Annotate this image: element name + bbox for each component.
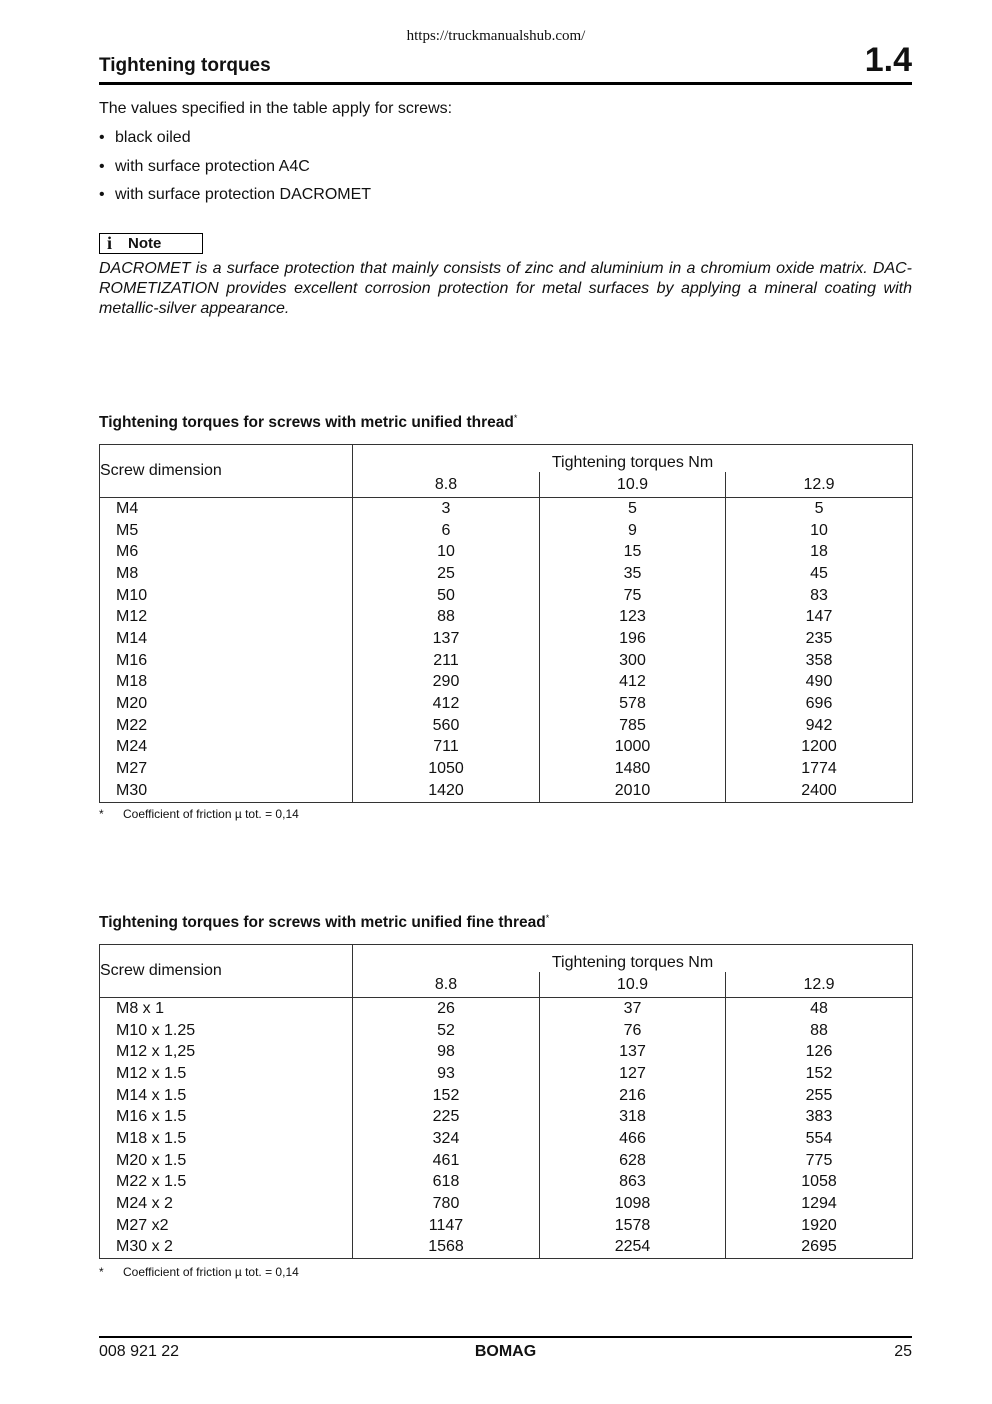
table-row — [100, 1237, 913, 1259]
table-title-mark: * — [545, 913, 550, 923]
torque-value-cell: 52 — [353, 1020, 540, 1042]
torque-value-cell: 10 — [726, 520, 913, 542]
table-row — [100, 1172, 913, 1194]
list-item — [99, 184, 371, 213]
table-row — [100, 585, 913, 607]
torque-value-cell: 25 — [353, 563, 540, 585]
table-body — [100, 498, 913, 803]
torque-value-cell: 5 — [540, 498, 726, 520]
torque-value-cell: 15 — [540, 541, 726, 563]
torque-value-cell: 5 — [726, 498, 913, 520]
torque-value-cell: 1200 — [726, 737, 913, 759]
torque-value-cell: 775 — [726, 1150, 913, 1172]
torque-value-cell: 10 — [353, 541, 540, 563]
torque-value-cell: 412 — [353, 693, 540, 715]
footnote-mark: * — [99, 807, 104, 821]
page-number: 25 — [894, 1343, 912, 1360]
torque-value-cell: 147 — [726, 606, 913, 628]
table-title-text: Tightening torques for screws with metric unified thread — [99, 414, 514, 432]
column-header-dimension: Screw dimension — [100, 945, 353, 998]
bullet-text: black oiled — [115, 129, 191, 146]
column-header-dimension: Screw dimension — [100, 445, 353, 498]
table-row — [100, 650, 913, 672]
table-title — [99, 913, 549, 932]
table-row — [100, 758, 913, 780]
table-row — [100, 1193, 913, 1215]
screw-dimension-cell: M16 — [116, 651, 148, 669]
footnote-mark: * — [99, 1265, 104, 1279]
screw-dimension-cell: M30 — [116, 781, 148, 799]
table-row — [100, 715, 913, 737]
column-header-class: 8.8 — [353, 472, 540, 498]
table-row — [100, 563, 913, 585]
torque-value-cell: 466 — [540, 1128, 726, 1150]
table-row — [100, 541, 913, 563]
screw-dimension-cell: M12 x 1,25 — [116, 1043, 196, 1061]
screw-dimension-cell: M16 x 1.5 — [116, 1108, 187, 1126]
table-row — [100, 520, 913, 542]
table-row — [100, 1106, 913, 1128]
torque-value-cell: 1774 — [726, 758, 913, 780]
torque-value-cell: 18 — [726, 541, 913, 563]
column-header-class: 10.9 — [540, 472, 726, 498]
note-box — [99, 233, 203, 254]
torque-value-cell: 137 — [540, 1041, 726, 1063]
torque-table-coarse — [99, 444, 913, 803]
torque-table-fine — [99, 944, 913, 1259]
column-header-class: 12.9 — [726, 472, 913, 498]
torque-value-cell: 2400 — [726, 780, 913, 802]
torque-value-cell: 9 — [540, 520, 726, 542]
table-title-text: Tightening torques for screws with metric unified fine thread — [99, 914, 546, 932]
footnote-text: Coefficient of friction µ tot. = 0,14 — [123, 807, 299, 821]
table-row — [100, 498, 913, 520]
note-text: DACROMET is a surface protection that mainly consists of zinc and aluminium in a chromium oxide matrix. DAC-ROMETIZATION provides excellent corrosion protection for metal surfaces by applying a mineral coating with metallic-silver appearance. — [99, 260, 912, 317]
screw-dimension-cell: M30 x 2 — [116, 1238, 173, 1256]
torque-value-cell: 2695 — [726, 1237, 913, 1259]
table-row — [100, 998, 913, 1020]
screw-dimension-cell: M4 — [116, 499, 139, 517]
column-header-group: Tightening torques Nm — [353, 945, 913, 973]
torque-value-cell: 554 — [726, 1128, 913, 1150]
torque-value-cell: 211 — [353, 650, 540, 672]
footnote-text: Coefficient of friction µ tot. = 0,14 — [123, 1265, 299, 1279]
torque-value-cell: 780 — [353, 1193, 540, 1215]
torque-value-cell: 696 — [726, 693, 913, 715]
torque-value-cell: 26 — [353, 998, 540, 1020]
table-title — [99, 413, 517, 432]
screw-dimension-cell: M10 — [116, 586, 148, 604]
table-row — [100, 1020, 913, 1042]
torque-value-cell: 137 — [353, 628, 540, 650]
info-icon: i — [107, 233, 113, 253]
torque-value-cell: 785 — [540, 715, 726, 737]
torque-value-cell: 383 — [726, 1106, 913, 1128]
torque-value-cell: 37 — [540, 998, 726, 1020]
torque-value-cell: 1578 — [540, 1215, 726, 1237]
torque-value-cell: 290 — [353, 672, 540, 694]
torque-value-cell: 98 — [353, 1041, 540, 1063]
torque-value-cell: 1000 — [540, 737, 726, 759]
screw-dimension-cell: M14 x 1.5 — [116, 1086, 187, 1104]
doc-number: 008 921 22 — [99, 1343, 180, 1360]
torque-value-cell: 1147 — [353, 1215, 540, 1237]
torque-value-cell: 45 — [726, 563, 913, 585]
torque-value-cell: 1420 — [353, 780, 540, 802]
torque-value-cell: 711 — [353, 737, 540, 759]
torque-value-cell: 618 — [353, 1172, 540, 1194]
screw-dimension-cell: M18 — [116, 673, 148, 691]
brand-name: BOMAG — [474, 1343, 537, 1360]
bullet-icon: • — [99, 157, 105, 175]
torque-value-cell: 461 — [353, 1150, 540, 1172]
torque-value-cell: 1058 — [726, 1172, 913, 1194]
torque-value-cell: 83 — [726, 585, 913, 607]
torque-value-cell: 235 — [726, 628, 913, 650]
table-row — [100, 1085, 913, 1107]
torque-value-cell: 75 — [540, 585, 726, 607]
torque-value-cell: 50 — [353, 585, 540, 607]
screw-dimension-cell: M20 x 1.5 — [116, 1151, 187, 1169]
bullet-list — [99, 127, 371, 213]
page-footer — [99, 1343, 912, 1363]
torque-value-cell: 225 — [353, 1106, 540, 1128]
screw-dimension-cell: M22 x 1.5 — [116, 1173, 187, 1191]
torque-value-cell: 2254 — [540, 1237, 726, 1259]
bullet-text: with surface protection DACROMET — [115, 186, 372, 203]
table-row — [100, 1215, 913, 1237]
torque-value-cell: 1098 — [540, 1193, 726, 1215]
table-row — [100, 780, 913, 802]
torque-value-cell: 3 — [353, 498, 540, 520]
footer-divider — [99, 1336, 912, 1338]
table-footnote — [99, 807, 299, 821]
torque-value-cell: 490 — [726, 672, 913, 694]
torque-value-cell: 88 — [353, 606, 540, 628]
bullet-icon: • — [99, 129, 105, 146]
torque-value-cell: 2010 — [540, 780, 726, 802]
torque-value-cell: 318 — [540, 1106, 726, 1128]
screw-dimension-cell: M12 — [116, 608, 148, 626]
table-row — [100, 606, 913, 628]
torque-value-cell: 1920 — [726, 1215, 913, 1237]
section-number: 1.4 — [864, 41, 912, 79]
column-header-class: 10.9 — [540, 972, 726, 998]
torque-value-cell: 324 — [353, 1128, 540, 1150]
torque-value-cell: 6 — [353, 520, 540, 542]
torque-value-cell: 127 — [540, 1063, 726, 1085]
page-header — [99, 41, 912, 85]
torque-value-cell: 255 — [726, 1085, 913, 1107]
table-title-mark: * — [513, 413, 518, 423]
screw-dimension-cell: M5 — [116, 521, 139, 539]
screw-dimension-cell: M8 x 1 — [116, 999, 165, 1017]
torque-value-cell: 93 — [353, 1063, 540, 1085]
torque-value-cell: 578 — [540, 693, 726, 715]
screw-dimension-cell: M24 x 2 — [116, 1195, 173, 1213]
table-row — [100, 693, 913, 715]
table-row — [100, 1128, 913, 1150]
note-label: Note — [128, 235, 162, 252]
intro-text: The values specified in the table apply for screws: — [99, 100, 453, 117]
screw-dimension-cell: M27 — [116, 760, 148, 778]
torque-value-cell: 1050 — [353, 758, 540, 780]
screw-dimension-cell: M6 — [116, 543, 139, 561]
torque-value-cell: 1480 — [540, 758, 726, 780]
screw-dimension-cell: M24 — [116, 738, 148, 756]
torque-value-cell: 560 — [353, 715, 540, 737]
bullet-text: with surface protection A4C — [115, 157, 310, 175]
list-item — [99, 156, 371, 185]
torque-value-cell: 1294 — [726, 1193, 913, 1215]
torque-value-cell: 152 — [726, 1063, 913, 1085]
list-item — [99, 127, 371, 156]
table-row — [100, 672, 913, 694]
table-row — [100, 1063, 913, 1085]
torque-value-cell: 942 — [726, 715, 913, 737]
torque-value-cell: 126 — [726, 1041, 913, 1063]
torque-value-cell: 196 — [540, 628, 726, 650]
screw-dimension-cell: M12 x 1.5 — [116, 1064, 187, 1082]
torque-value-cell: 152 — [353, 1085, 540, 1107]
torque-value-cell: 863 — [540, 1172, 726, 1194]
page-url: https://truckmanualshub.com/ — [406, 28, 586, 44]
torque-value-cell: 358 — [726, 650, 913, 672]
page-title: Tightening torques — [99, 55, 271, 76]
torque-value-cell: 216 — [540, 1085, 726, 1107]
table-footnote — [99, 1265, 299, 1279]
table-row — [100, 1150, 913, 1172]
table-row — [100, 737, 913, 759]
torque-value-cell: 88 — [726, 1020, 913, 1042]
table-row — [100, 1041, 913, 1063]
table-row — [100, 628, 913, 650]
column-header-class: 12.9 — [726, 972, 913, 998]
torque-value-cell: 412 — [540, 672, 726, 694]
column-header-class: 8.8 — [353, 972, 540, 998]
screw-dimension-cell: M22 — [116, 716, 148, 734]
bullet-icon: • — [99, 186, 105, 203]
screw-dimension-cell: M14 — [116, 629, 148, 647]
screw-dimension-cell: M8 — [116, 564, 139, 582]
column-header-group: Tightening torques Nm — [353, 445, 913, 473]
screw-dimension-cell: M20 — [116, 695, 148, 713]
screw-dimension-cell: M18 x 1.5 — [116, 1129, 187, 1147]
torque-value-cell: 123 — [540, 606, 726, 628]
torque-value-cell: 76 — [540, 1020, 726, 1042]
screw-dimension-cell: M27 x2 — [116, 1216, 169, 1234]
torque-value-cell: 35 — [540, 563, 726, 585]
screw-dimension-cell: M10 x 1.25 — [116, 1021, 196, 1039]
torque-value-cell: 1568 — [353, 1237, 540, 1259]
torque-value-cell: 48 — [726, 998, 913, 1020]
torque-value-cell: 628 — [540, 1150, 726, 1172]
table-body — [100, 998, 913, 1259]
torque-value-cell: 300 — [540, 650, 726, 672]
